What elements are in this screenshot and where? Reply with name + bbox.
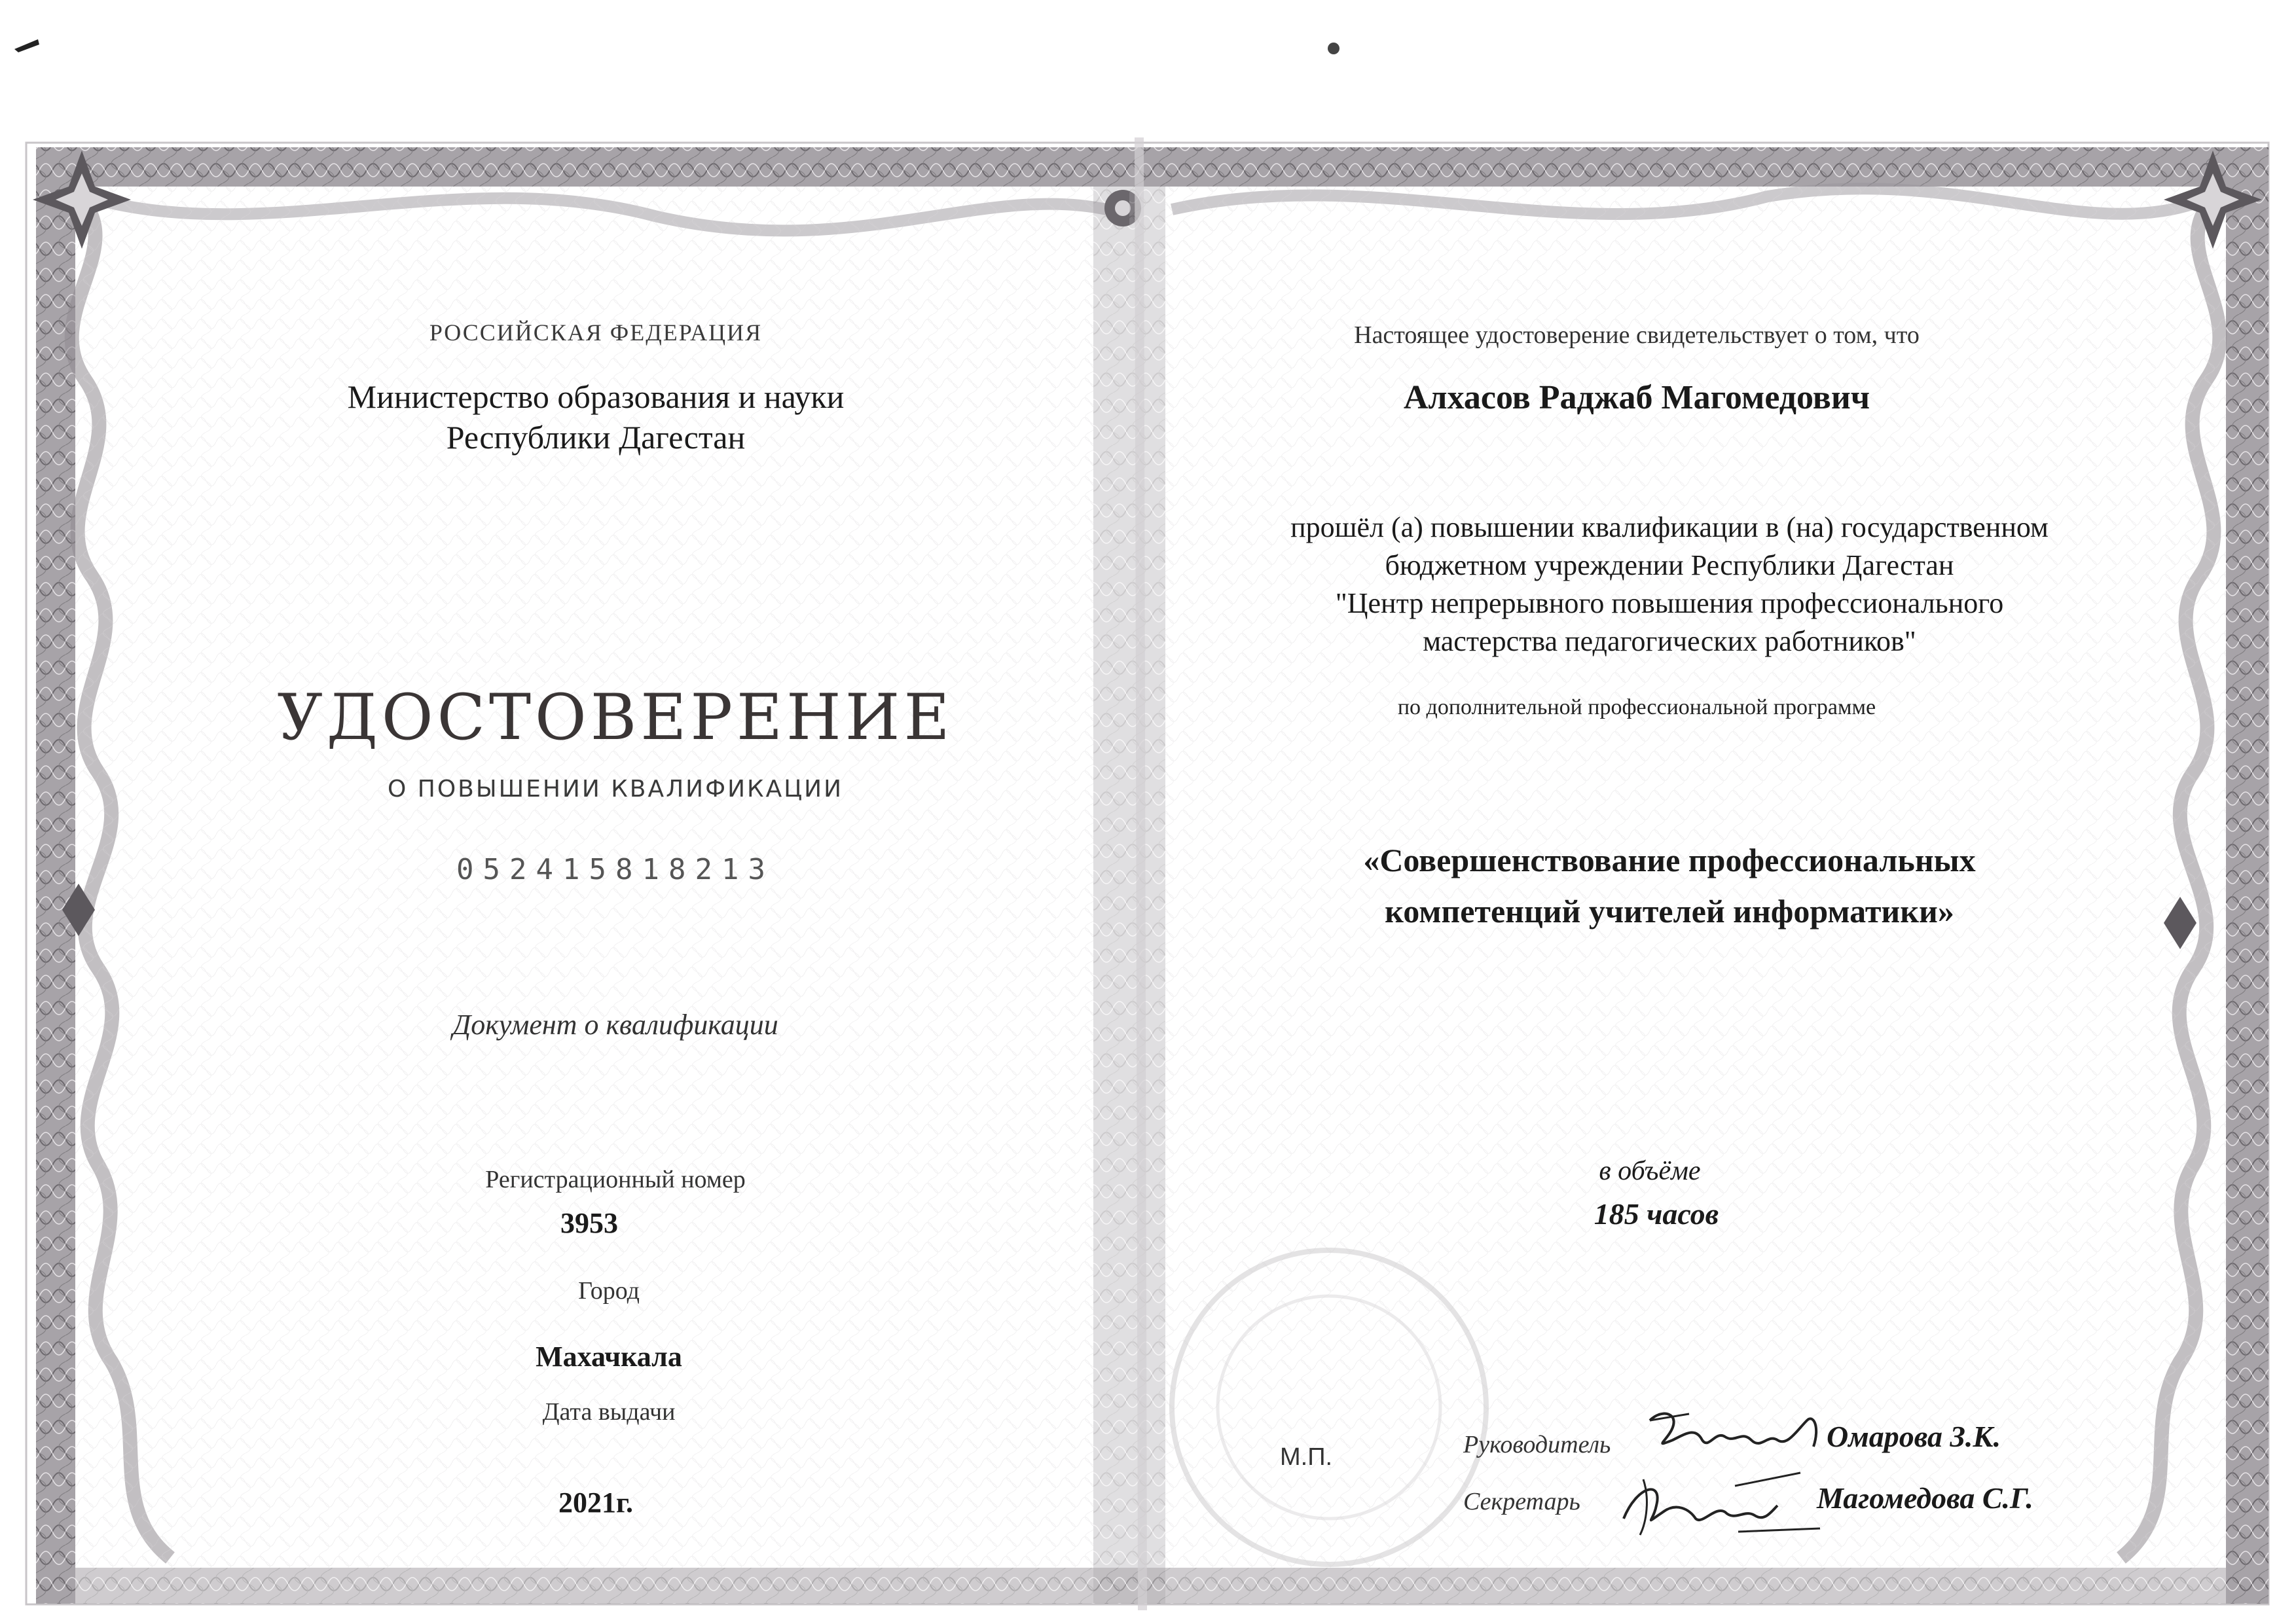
city-value: Махачкала <box>536 1341 682 1373</box>
institution-text <box>1211 509 2128 660</box>
secretary-label: Секретарь <box>1463 1488 1580 1515</box>
program-line-2: компетенций учителей информатики» <box>1385 893 1954 929</box>
program-line-1: «Совершенствование профессиональных <box>1363 842 1976 878</box>
country-label: РОССИЙСКАЯ ФЕДЕРАЦИЯ <box>429 319 763 346</box>
volume-value: 185 часов <box>1594 1197 1719 1231</box>
institution-line-3: "Центр непрерывного повышения профессионального <box>1335 587 2004 619</box>
issue-date: 2021г. <box>558 1487 634 1519</box>
secretary-signature <box>1604 1460 1827 1545</box>
intro-text: Настоящее удостоверение свидетельствует о том, что <box>1354 321 1920 349</box>
document-title: УДОСТОВЕРЕНИЕ <box>277 681 954 754</box>
institution-line-1: прошёл (а) повышении квалификации в (на) государственном <box>1290 511 2049 543</box>
ministry-line-2: Республики Дагестан <box>446 419 746 456</box>
reg-number: 3953 <box>560 1207 618 1239</box>
reg-number-label: Регистрационный номер <box>485 1166 746 1193</box>
program-title <box>1244 835 2095 937</box>
city-label: Город <box>578 1277 640 1305</box>
blank-number: 052415818213 <box>456 853 774 886</box>
issue-date-label: Дата выдачи <box>542 1398 676 1426</box>
institution-line-4: мастерства педагогических работников" <box>1423 625 1916 657</box>
document-type: Документ о квалификации <box>452 1009 778 1041</box>
stamp-place-label: М.П. <box>1280 1443 1333 1471</box>
recipient-name: Алхасов Раджаб Магомедович <box>1403 379 1870 416</box>
ministry-line-1: Министерство образования и науки <box>347 378 845 415</box>
head-label: Руководитель <box>1463 1431 1611 1458</box>
head-name: Омарова З.К. <box>1827 1420 2001 1453</box>
program-label: по дополнительной профессиональной программе <box>1397 695 1876 719</box>
head-signature <box>1637 1394 1833 1466</box>
institution-line-2: бюджетном учреждении Республики Дагестан <box>1385 549 1954 581</box>
volume-label: в объёме <box>1599 1156 1701 1186</box>
secretary-name: Магомедова С.Г. <box>1817 1481 2033 1515</box>
document-subtitle: О ПОВЫШЕНИИ КВАЛИФИКАЦИИ <box>387 776 844 803</box>
